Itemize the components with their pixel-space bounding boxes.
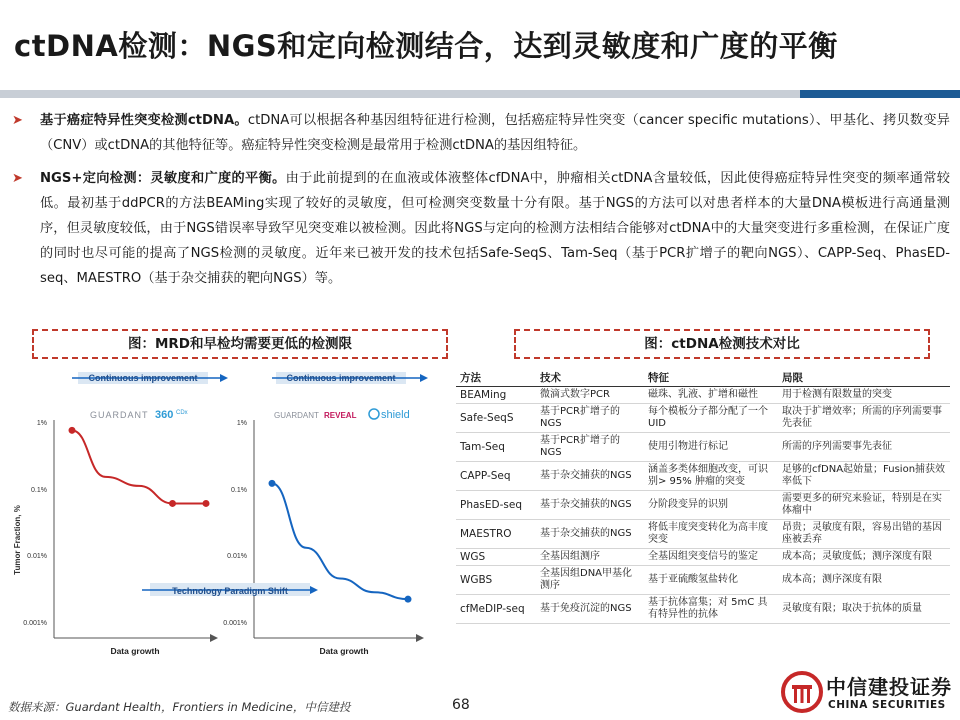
table-row — [456, 491, 950, 520]
table-cell: 磁珠、乳液、扩增和磁性 — [644, 387, 778, 404]
figure-caption-left: 图：MRD和早检均需要更低的检测限 — [32, 329, 448, 359]
table-cell: 成本高；测序深度有限 — [778, 566, 950, 595]
right-tick-4: 0.001% — [223, 620, 247, 627]
arrow-right-icon — [210, 634, 218, 642]
arrow-right-icon — [416, 634, 424, 642]
bullet-item — [12, 166, 950, 291]
table-body — [456, 387, 950, 624]
shield-logo: shield — [381, 409, 410, 421]
logo-pillar-icon — [794, 689, 797, 703]
guardant-reveal-logo: GUARDANT — [274, 411, 319, 420]
table-header-row — [456, 370, 950, 387]
table-cell: 每个模板分子都分配了一个UID — [644, 404, 778, 433]
table-cell: WGS — [456, 549, 536, 566]
table-cell: 分阶段变异的识别 — [644, 491, 778, 520]
arrow-bullet-icon: ➤ — [12, 113, 23, 128]
left-tick-4: 0.001% — [23, 620, 47, 627]
table-cell: 基于PCR扩增子的NGS — [536, 404, 644, 433]
page-title: ctDNA检测：NGS和定向检测结合，达到灵敏度和广度的平衡 — [14, 29, 838, 63]
table-cell: 基于PCR扩增子的NGS — [536, 433, 644, 462]
table-row — [456, 595, 950, 624]
table-cell: 涵盖多类体细胞改变，可识别> 95% 肿瘤的突变 — [644, 462, 778, 491]
table-header-cell: 特征 — [644, 370, 778, 387]
logo-en-text: CHINA SECURITIES — [828, 699, 946, 711]
table-cell: 取决于扩增效率；所需的序列需要事先表征 — [778, 404, 950, 433]
page-number: 68 — [452, 697, 470, 713]
tumor-fraction-chart — [10, 370, 450, 660]
arrow-right-icon — [420, 374, 428, 382]
bullet-text: 由于此前提到的在血液或体液整体cfDNA中，肿瘤相关ctDNA含量较低，因此使得癌症特异性突变的频率通常较低。最初基于ddPCR的方法BEAMing实现了较好的灵敏度，但可检测突变数量十分有限。基于NGS的方法可以对患者样本的大量DNA模板进行高通量测序，但灵敏度较低，由于NGS错误率导致罕见突变难以被检测。因此将NGS与定向的检测方法相结合能够对ctDNA中的大量突变进行多重检测，在保证广度的同时也尽可能的提高了NGS检测的灵敏度。近年来已被开发的技术包括Safe-SeqS、Tam-Seq（基于PCR扩增子的靶向NGS）、CAPP-Seq、PhasED-seq、MAESTRO（基于杂交捕获的靶向NGS）等。 — [40, 171, 950, 286]
left-tick-1: 1% — [36, 420, 47, 427]
table-cell: Safe-SeqS — [456, 404, 536, 433]
shield-icon — [369, 409, 379, 419]
bullet-lead: NGS+定向检测：灵敏度和广度的平衡。 — [40, 171, 286, 186]
left-tick-2: 0.1% — [31, 487, 47, 494]
table-cell: 基于抗体富集；对 5mC 具有特异性的抗体 — [644, 595, 778, 624]
table-header-cell: 方法 — [456, 370, 536, 387]
bullet-item — [12, 108, 950, 158]
table-row — [456, 433, 950, 462]
table-cell: 需要更多的研究来验证，特别是在实体瘤中 — [778, 491, 950, 520]
table-cell: 用于检测有限数量的突变 — [778, 387, 950, 404]
table-cell: WGBS — [456, 566, 536, 595]
series-layer — [69, 427, 412, 603]
data-point — [269, 480, 276, 487]
data-source: 数据来源：Guardant Health，Frontiers in Medicine，中信建投 — [8, 700, 351, 714]
table-row — [456, 549, 950, 566]
title-divider-blue — [800, 90, 960, 98]
table-cell: 全基因组DNA甲基化测序 — [536, 566, 644, 595]
right-tick-3: 0.01% — [227, 553, 247, 560]
bullet-list — [12, 108, 950, 299]
data-point — [405, 596, 412, 603]
table-cell: MAESTRO — [456, 520, 536, 549]
y-axis-label: Tumor Fraction, % — [13, 505, 22, 575]
left-x-label: Data growth — [110, 646, 160, 656]
data-point — [169, 500, 176, 507]
table-cell: 成本高；灵敏度低；测序深度有限 — [778, 549, 950, 566]
guardant-360-sup: CDx — [176, 410, 188, 416]
series-line — [72, 430, 206, 503]
title-divider-gray — [0, 90, 800, 98]
table-row — [456, 387, 950, 404]
table-cell: 足够的cfDNA起始量；Fusion捕获效率低下 — [778, 462, 950, 491]
logo-cn-text: 中信建投证券 — [826, 675, 952, 699]
table-header-cell: 局限 — [778, 370, 950, 387]
bullet-lead: 基于癌症特异性突变检测ctDNA。 — [40, 113, 248, 128]
table-cell: 基于免疫沉淀的NGS — [536, 595, 644, 624]
table-row — [456, 462, 950, 491]
table-cell: Tam-Seq — [456, 433, 536, 462]
table-cell: CAPP-Seq — [456, 462, 536, 491]
table-cell: 全基因组突变信号的鉴定 — [644, 549, 778, 566]
arrow-bullet-icon: ➤ — [12, 171, 23, 186]
right-tick-1: 1% — [236, 420, 247, 427]
table-cell: 全基因组测序 — [536, 549, 644, 566]
data-point — [203, 500, 210, 507]
table-cell: 微滴式数字PCR — [536, 387, 644, 404]
logo-bar-icon — [792, 685, 812, 689]
table-cell: 昂贵；灵敏度有限，容易出错的基因座被丢弃 — [778, 520, 950, 549]
table-cell: cfMeDIP-seq — [456, 595, 536, 624]
table-row — [456, 566, 950, 595]
series-line — [272, 483, 408, 599]
figure-caption-right: 图：ctDNA检测技术对比 — [514, 329, 930, 359]
table-header-cell: 技术 — [536, 370, 644, 387]
bullet-text: ctDNA可以根据各种基因组特征进行检测，包括癌症特异性突变（cancer specific mutations）、甲基化、拷贝数变异（CNV）或ctDNA的其他特征等。癌症特异性突变检测是最常用于检测ctDNA的基因组特征。 — [40, 113, 950, 153]
right-tick-2: 0.1% — [231, 487, 247, 494]
table-cell: BEAMing — [456, 387, 536, 404]
table-cell: 基于杂交捕获的NGS — [536, 491, 644, 520]
logo-pillar-icon — [801, 689, 804, 703]
right-x-label: Data growth — [319, 646, 369, 656]
table-cell: 使用引物进行标记 — [644, 433, 778, 462]
logo-pillar-icon — [807, 689, 810, 703]
table-cell: 将低丰度突变转化为高丰度突变 — [644, 520, 778, 549]
title-divider — [0, 90, 960, 98]
arrow-right-icon — [220, 374, 228, 382]
left-tick-3: 0.01% — [27, 553, 47, 560]
banner-left-text: Continuous improvement — [88, 373, 198, 383]
table-cell: 灵敏度有限；取决于抗体的质量 — [778, 595, 950, 624]
table-cell: 所需的序列需要事先表征 — [778, 433, 950, 462]
table-cell: 基于亚硫酸氢盐转化 — [644, 566, 778, 595]
guardant-360-mark: 360 — [155, 409, 174, 421]
paradigm-text: Technology Paradigm Shift — [172, 586, 288, 596]
guardant-reveal-mark: REVEAL — [324, 411, 357, 420]
data-point — [69, 427, 76, 434]
table-cell: 基于杂交捕获的NGS — [536, 520, 644, 549]
banner-right-text: Continuous improvement — [286, 373, 396, 383]
table-row — [456, 404, 950, 433]
guardant-360-logo: GUARDANT — [90, 410, 149, 420]
table-row — [456, 520, 950, 549]
ctdna-tech-table — [456, 370, 950, 624]
arrow-right-icon — [310, 586, 318, 594]
table-cell: 基于杂交捕获的NGS — [536, 462, 644, 491]
table-cell: PhasED-seq — [456, 491, 536, 520]
